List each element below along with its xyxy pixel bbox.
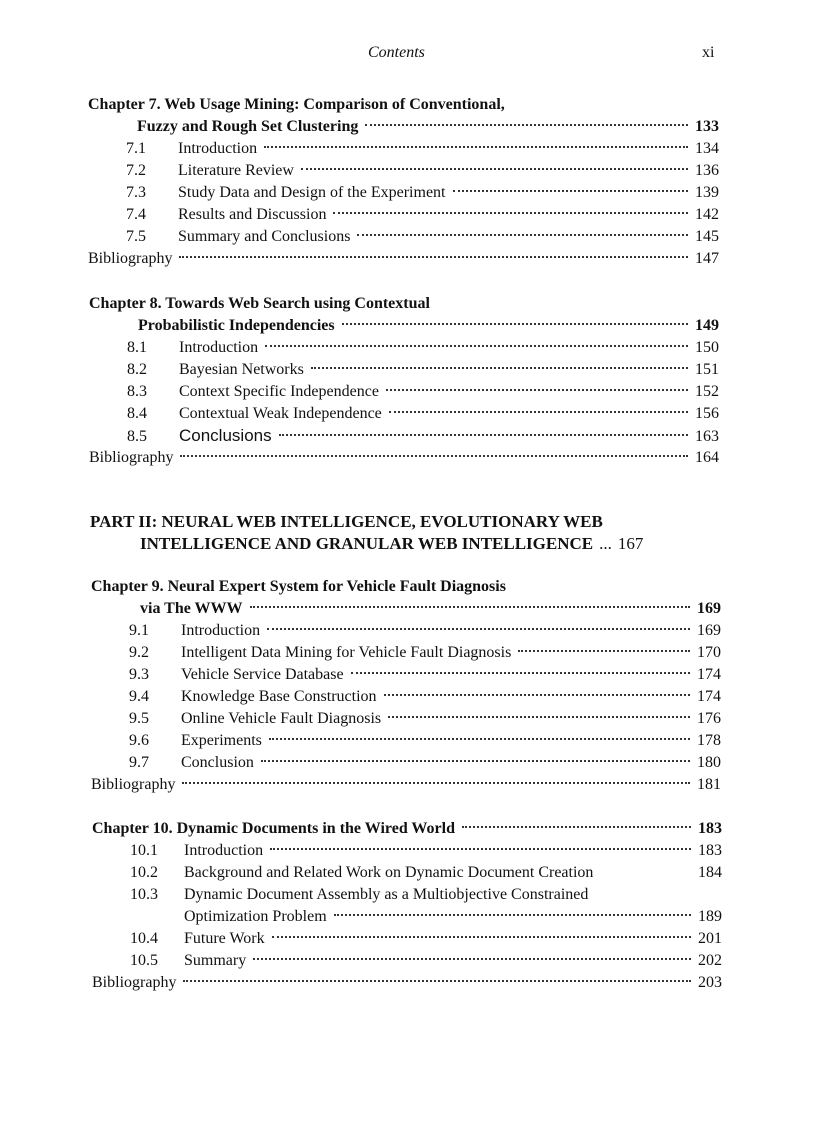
page-ref: 181: [697, 776, 721, 793]
section-title: Summary: [184, 952, 247, 969]
page-ref: 163: [695, 428, 719, 445]
page-ref: 149: [695, 317, 719, 334]
toc-entry-9-7[interactable]: [129, 752, 721, 774]
dot-leader: [351, 672, 690, 674]
section-number: 8.3: [127, 383, 147, 400]
page-ref: 202: [698, 952, 722, 969]
dot-leader: [180, 455, 688, 457]
section-title: Conclusion: [181, 754, 254, 771]
section-title: Bibliography: [92, 974, 177, 991]
section-title: Introduction: [181, 622, 261, 639]
page-ref: 174: [697, 666, 721, 683]
page-ref: 134: [695, 140, 719, 157]
page-ref: 133: [695, 118, 719, 135]
section-number: 9.3: [129, 666, 149, 683]
section-title: Bibliography: [89, 449, 174, 466]
section-number: 8.2: [127, 361, 147, 378]
dot-leader: [311, 367, 688, 369]
page-ref: 184: [698, 864, 722, 881]
section-title: Introduction: [184, 842, 264, 859]
dot-leader: [267, 628, 690, 630]
section-title: Literature Review: [178, 162, 294, 179]
toc-entry-10-3[interactable]: [130, 884, 722, 906]
page-ref: 142: [695, 206, 719, 223]
section-number: 9.1: [129, 622, 149, 639]
toc-entry-9-3[interactable]: [129, 664, 721, 686]
toc-entry-10-5[interactable]: [130, 950, 722, 972]
toc-entry-7-3[interactable]: [126, 182, 719, 204]
section-title: Results and Discussion: [178, 206, 327, 223]
dot-leader: [182, 782, 690, 784]
page-ref: 176: [697, 710, 721, 727]
section-title: Summary and Conclusions: [178, 228, 351, 245]
page-ref: 169: [697, 600, 721, 617]
section-number: 10.4: [130, 930, 158, 947]
section-number: 8.4: [127, 405, 147, 422]
page-ref: 180: [697, 754, 721, 771]
section-title: Online Vehicle Fault Diagnosis: [181, 710, 382, 727]
part-2-leader: ...: [599, 534, 612, 553]
section-number: 9.6: [129, 732, 149, 749]
section-title: Future Work: [184, 930, 265, 947]
page-ref: 150: [695, 339, 719, 356]
dot-leader: [365, 124, 688, 126]
chapter-9-heading[interactable]: Chapter 9. Neural Expert System for Vehicle Fault Diagnosis: [91, 578, 506, 595]
page-ref: 178: [697, 732, 721, 749]
chapter-9-heading-cont[interactable]: via The WWW 169: [140, 598, 721, 620]
page-ref: 164: [695, 449, 719, 466]
toc-entry-8-3[interactable]: [127, 381, 719, 403]
section-title: Context Specific Independence: [179, 383, 379, 400]
toc-entry-7-2[interactable]: [126, 160, 719, 182]
toc-entry-bibliography-10[interactable]: [92, 972, 722, 994]
page-ref: 152: [695, 383, 719, 400]
section-title: Experiments: [181, 732, 262, 749]
dot-leader: [462, 826, 691, 828]
section-number: 9.5: [129, 710, 149, 727]
page-ref: 189: [698, 908, 722, 925]
page-ref: 170: [697, 644, 721, 661]
dot-leader: [264, 146, 688, 148]
section-number: 10.3: [130, 886, 158, 903]
section-title: Contextual Weak Independence: [179, 405, 382, 422]
section-title: Bibliography: [88, 250, 173, 267]
page-ref: 183: [698, 820, 722, 837]
part-2-heading[interactable]: PART II: NEURAL WEB INTELLIGENCE, EVOLUTIONARY WEB: [90, 512, 603, 531]
section-title: Bayesian Networks: [179, 361, 304, 378]
toc-entry-10-4[interactable]: [130, 928, 722, 950]
dot-leader: [279, 434, 688, 436]
section-number: 7.1: [126, 140, 146, 157]
dot-leader: [384, 694, 690, 696]
chapter-8-heading[interactable]: Chapter 8. Towards Web Search using Contextual: [89, 295, 430, 312]
toc-entry-10-1[interactable]: [130, 840, 722, 862]
page-ref: 147: [695, 250, 719, 267]
toc-entry-8-4[interactable]: [127, 403, 719, 425]
dot-leader: [453, 190, 689, 192]
toc-entry-bibliography-9[interactable]: [91, 774, 721, 796]
toc-entry-7-1[interactable]: [126, 138, 719, 160]
dot-leader: [183, 980, 691, 982]
section-number: 7.4: [126, 206, 146, 223]
toc-entry-7-5[interactable]: [126, 226, 719, 248]
page-ref: 145: [695, 228, 719, 245]
section-number: 9.2: [129, 644, 149, 661]
dot-leader: [265, 345, 688, 347]
section-number: 9.4: [129, 688, 149, 705]
section-title: Introduction: [179, 339, 259, 356]
section-number: 10.1: [130, 842, 158, 859]
dot-leader: [272, 936, 691, 938]
running-title: Contents: [368, 44, 425, 61]
chapter-7-heading-cont[interactable]: Fuzzy and Rough Set Clustering 133: [137, 116, 719, 138]
toc-entry-9-5[interactable]: [129, 708, 721, 730]
page-ref: 139: [695, 184, 719, 201]
page-number: xi: [702, 44, 715, 61]
page-ref: 167: [617, 534, 644, 553]
section-title: Conclusions: [179, 426, 272, 445]
page-ref: 151: [695, 361, 719, 378]
dot-leader: [389, 411, 688, 413]
dot-leader: [388, 716, 690, 718]
section-number: 9.7: [129, 754, 149, 771]
section-number: 7.5: [126, 228, 146, 245]
section-title: Bibliography: [91, 776, 176, 793]
dot-leader: [269, 738, 690, 740]
toc-entry-10-2[interactable]: [130, 862, 722, 884]
section-number: 10.5: [130, 952, 158, 969]
dot-leader: [518, 650, 690, 652]
section-title: Intelligent Data Mining for Vehicle Fault Diagnosis: [181, 644, 512, 661]
dot-leader: [357, 234, 688, 236]
section-number: 7.3: [126, 184, 146, 201]
page-ref: 183: [698, 842, 722, 859]
chapter-8-heading-cont[interactable]: Probabilistic Independencies 149: [138, 315, 719, 337]
section-number: 10.2: [130, 864, 158, 881]
page-ref: 201: [698, 930, 722, 947]
toc-entry-9-1[interactable]: [129, 620, 721, 642]
dot-leader: [253, 958, 691, 960]
toc-entry-8-2[interactable]: [127, 359, 719, 381]
section-title: Dynamic Document Assembly as a Multiobjective Constrained: [184, 886, 589, 903]
section-number: 8.5: [127, 428, 147, 445]
toc-entry-8-1[interactable]: [127, 337, 719, 359]
dot-leader: [342, 323, 688, 325]
dot-leader: [301, 168, 688, 170]
section-title: Background and Related Work on Dynamic Document Creation: [184, 864, 594, 881]
toc-entry-7-4[interactable]: [126, 204, 719, 226]
chapter-10-heading[interactable]: Chapter 10. Dynamic Documents in the Wired World 183: [92, 818, 722, 840]
section-title: Introduction: [178, 140, 258, 157]
dot-leader: [179, 256, 688, 258]
dot-leader: [333, 212, 688, 214]
section-number: 8.1: [127, 339, 147, 356]
chapter-7-heading[interactable]: Chapter 7. Web Usage Mining: Comparison of Conventional,: [88, 96, 505, 113]
toc-entry-10-3-cont[interactable]: [184, 906, 722, 928]
toc-entry-bibliography-7[interactable]: [88, 248, 719, 270]
toc-entry-9-6[interactable]: [129, 730, 721, 752]
page-ref: 136: [695, 162, 719, 179]
part-2-heading-cont[interactable]: INTELLIGENCE AND GRANULAR WEB INTELLIGENCE ... 167: [140, 534, 644, 553]
toc-entry-8-5[interactable]: [127, 425, 719, 447]
page-ref: 156: [695, 405, 719, 422]
toc-entry-9-2[interactable]: [129, 642, 721, 664]
page-ref: 174: [697, 688, 721, 705]
section-title-cont: Optimization Problem: [184, 908, 327, 925]
page-ref: 203: [698, 974, 722, 991]
page-ref: 169: [697, 622, 721, 639]
dot-leader: [250, 606, 690, 608]
dot-leader: [334, 914, 691, 916]
toc-entry-9-4[interactable]: [129, 686, 721, 708]
section-title: Study Data and Design of the Experiment: [178, 184, 446, 201]
section-title: Knowledge Base Construction: [181, 688, 377, 705]
toc-entry-bibliography-8[interactable]: [89, 447, 719, 469]
dot-leader: [261, 760, 690, 762]
page-header: [0, 44, 816, 68]
dot-leader: [386, 389, 688, 391]
section-title: Vehicle Service Database: [181, 666, 344, 683]
dot-leader: [270, 848, 691, 850]
section-number: 7.2: [126, 162, 146, 179]
